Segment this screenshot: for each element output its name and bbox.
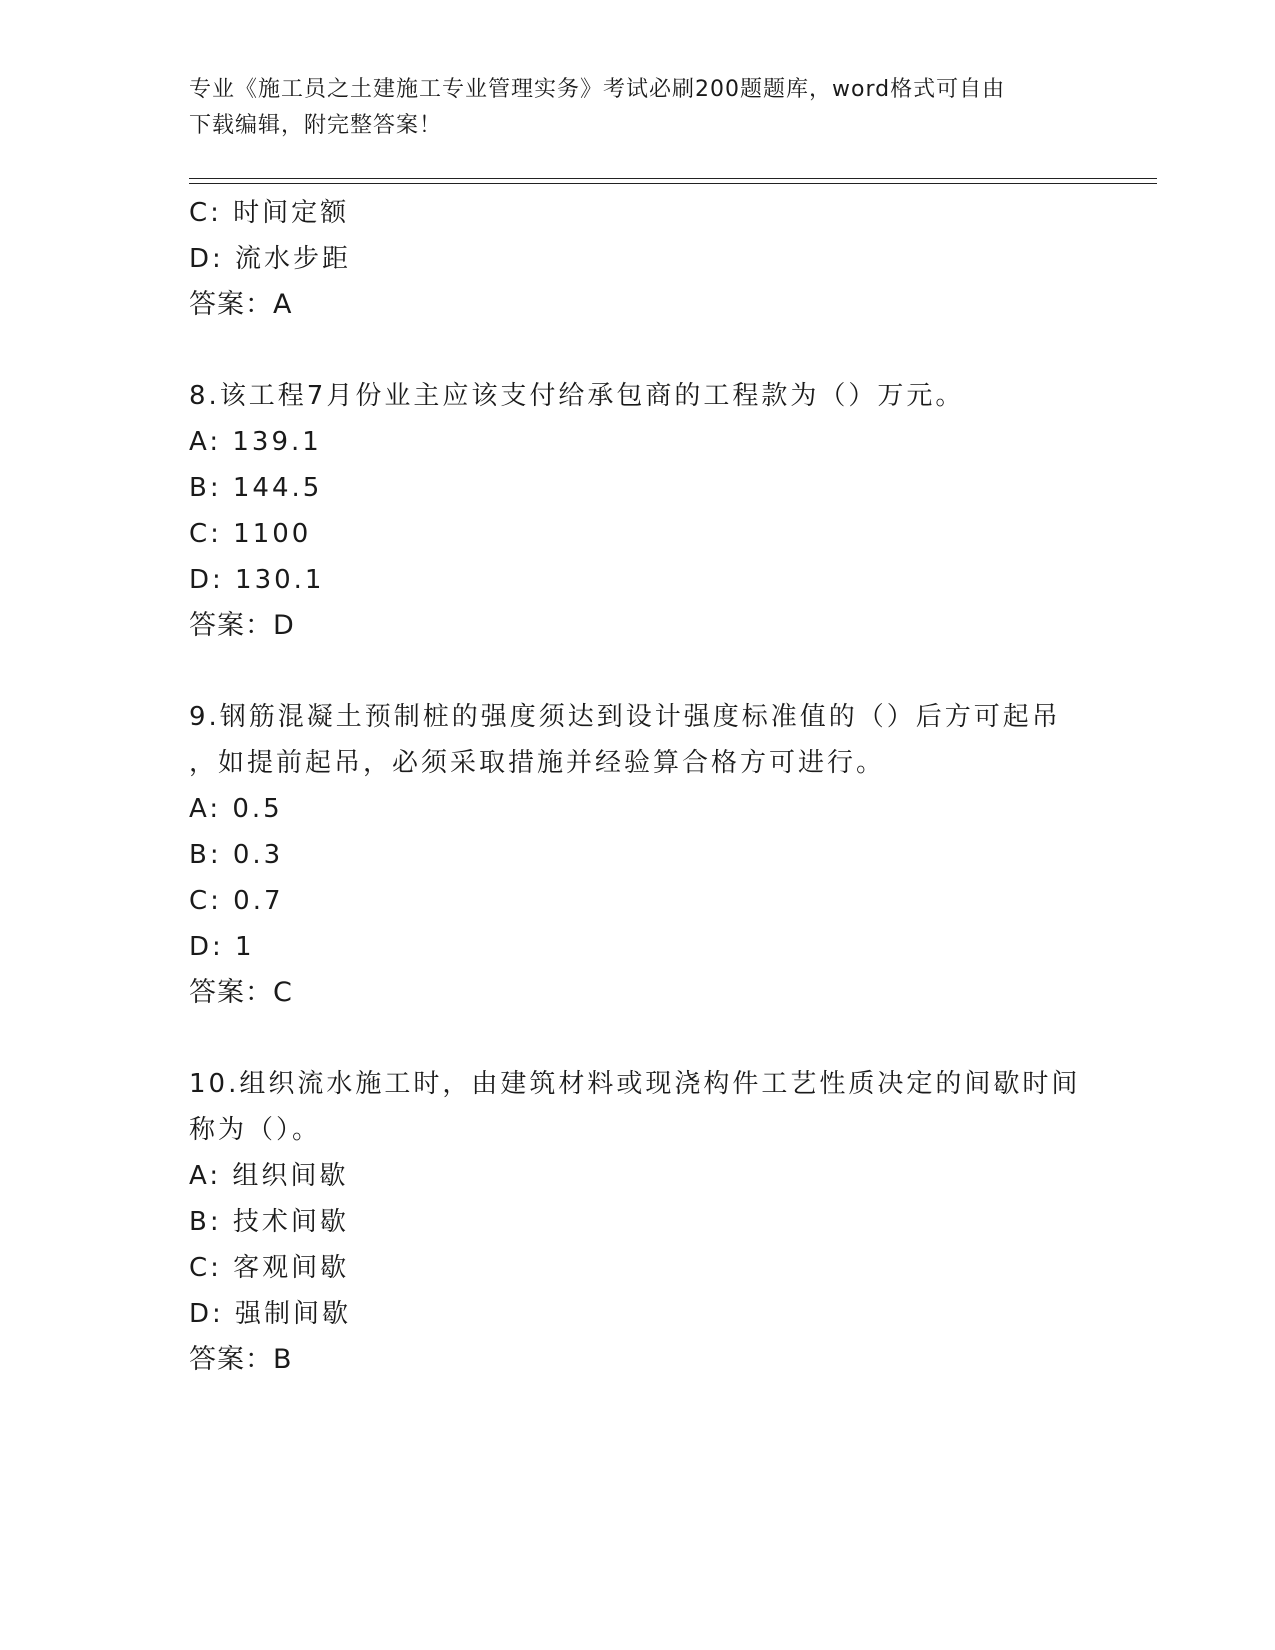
document-header — [189, 72, 1089, 144]
option-c: C: 0.7 — [189, 886, 284, 916]
option-d: D: 流水步距 — [189, 244, 352, 274]
option-d: D: 130.1 — [189, 565, 325, 595]
answer-line: 答案：B — [189, 1344, 293, 1375]
question-text-continued: ，如提前起吊，必须采取措施并经验算合格方可进行。 — [189, 748, 886, 778]
option-a: A: 139.1 — [189, 427, 322, 457]
header-line-1: 专业《施工员之土建施工专业管理实务》考试必刷200题题库，word格式可自由 — [189, 77, 1006, 102]
question-8 — [189, 373, 1089, 649]
option-c: C: 时间定额 — [189, 198, 350, 228]
question-text: 9.钢筋混凝土预制桩的强度须达到设计强度标准值的（）后方可起吊 — [189, 702, 1061, 732]
header-divider-bottom — [189, 183, 1157, 184]
option-c: C: 客观间歇 — [189, 1253, 350, 1283]
option-a: A: 组织间歇 — [189, 1161, 349, 1191]
question-text: 10.组织流水施工时，由建筑材料或现浇构件工艺性质决定的间歇时间 — [189, 1069, 1081, 1099]
question-carryover — [189, 190, 1089, 328]
question-text-continued: 称为（）。 — [189, 1115, 322, 1145]
question-10 — [189, 1061, 1089, 1383]
question-list — [189, 190, 1089, 1383]
header-divider-top — [189, 178, 1157, 179]
option-b: B: 0.3 — [189, 840, 284, 870]
option-a: A: 0.5 — [189, 794, 283, 824]
question-9 — [189, 694, 1089, 1016]
answer-line: 答案：C — [189, 977, 293, 1008]
option-d: D: 1 — [189, 932, 255, 962]
question-text: 8.该工程7月份业主应该支付给承包商的工程款为（）万元。 — [189, 381, 965, 411]
option-c: C: 1100 — [189, 519, 312, 549]
option-b: B: 144.5 — [189, 473, 323, 503]
option-d: D: 强制间歇 — [189, 1299, 352, 1329]
answer-line: 答案：A — [189, 289, 293, 320]
answer-line: 答案：D — [189, 610, 295, 641]
option-b: B: 技术间歇 — [189, 1207, 349, 1237]
header-line-2: 下载编辑，附完整答案！ — [189, 113, 443, 138]
